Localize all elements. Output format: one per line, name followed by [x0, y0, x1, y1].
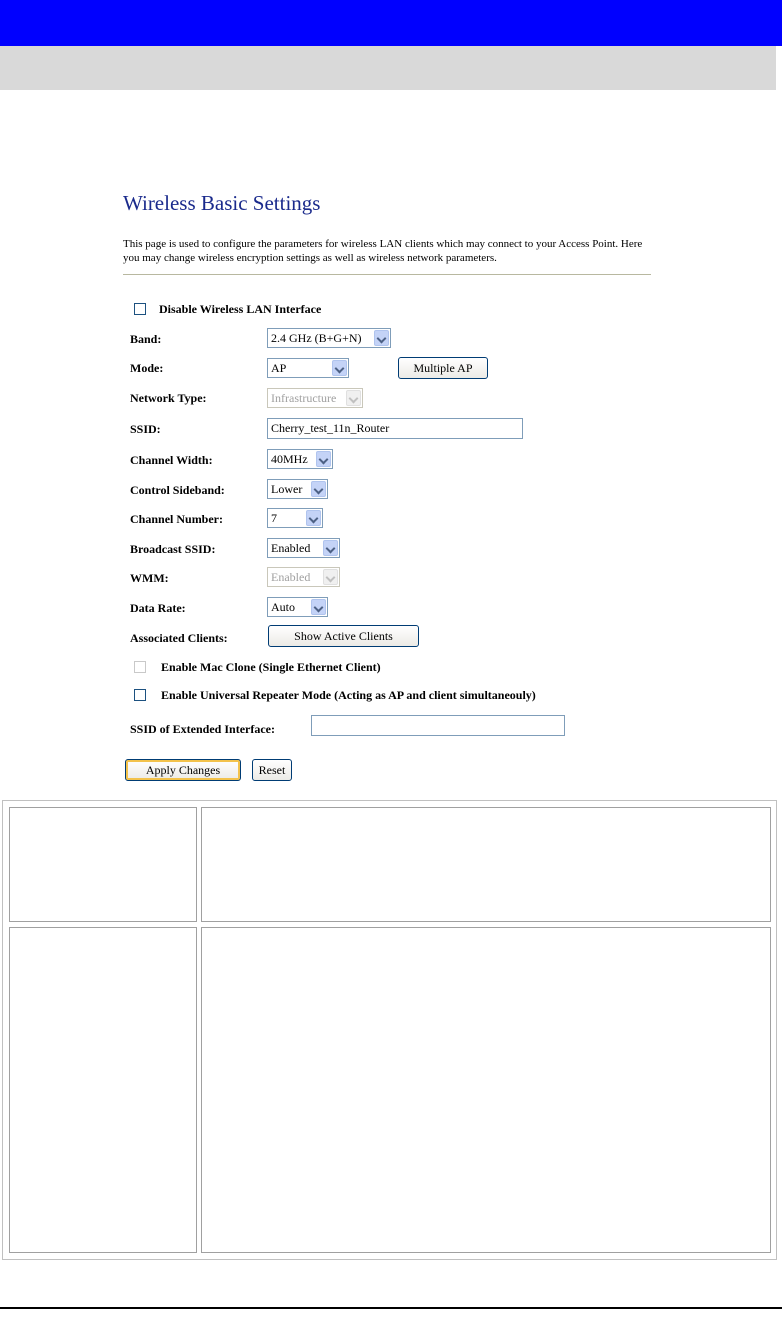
channel-number-select[interactable]	[267, 508, 323, 528]
banner-edge	[776, 46, 782, 90]
top-banner	[0, 0, 782, 46]
chevron-down-icon	[346, 390, 361, 406]
multiple-ap-button[interactable]: Multiple AP	[398, 357, 488, 379]
mode-label: Mode:	[130, 361, 164, 375]
chevron-down-icon	[311, 599, 326, 615]
show-active-clients-button[interactable]: Show Active Clients	[268, 625, 419, 647]
band-value: 2.4 GHz (B+G+N)	[271, 331, 362, 345]
chevron-down-icon	[374, 330, 389, 346]
wmm-select	[267, 567, 340, 587]
network-type-value: Infrastructure	[271, 391, 337, 405]
chevron-down-icon	[316, 451, 331, 467]
disable-wlan-label: Disable Wireless LAN Interface	[159, 302, 322, 316]
divider	[123, 274, 651, 275]
chevron-down-icon	[332, 360, 347, 376]
band-select[interactable]	[267, 328, 391, 348]
table-cell	[201, 927, 771, 1253]
channel-width-select[interactable]	[267, 449, 333, 469]
table-cell	[9, 807, 197, 922]
channel-width-value: 40MHz	[271, 452, 308, 466]
control-sideband-value: Lower	[271, 482, 303, 496]
ssid-extended-input[interactable]	[311, 715, 565, 736]
mode-select[interactable]	[267, 358, 349, 378]
channel-width-label: Channel Width:	[130, 453, 213, 467]
ssid-input[interactable]: Cherry_test_11n_Router	[267, 418, 523, 439]
broadcast-ssid-value: Enabled	[271, 541, 311, 555]
associated-clients-label: Associated Clients:	[130, 631, 228, 645]
universal-repeater-checkbox[interactable]	[134, 689, 146, 701]
apply-changes-button[interactable]: Apply Changes	[125, 759, 241, 781]
network-type-label: Network Type:	[130, 391, 207, 405]
page-title: Wireless Basic Settings	[123, 191, 321, 215]
description-table	[2, 800, 777, 1260]
control-sideband-select[interactable]	[267, 479, 328, 499]
mac-clone-checkbox[interactable]	[134, 661, 146, 673]
channel-number-label: Channel Number:	[130, 512, 224, 526]
universal-repeater-label: Enable Universal Repeater Mode (Acting as AP and client simultaneouly)	[161, 688, 536, 702]
broadcast-ssid-label: Broadcast SSID:	[130, 542, 216, 556]
table-cell	[9, 927, 197, 1253]
page-description: This page is used to configure the parameters for wireless LAN clients which may connect to your Access Point. Here you may change wireless encryption settings as well as wireless network parameters.	[123, 238, 643, 264]
mode-value: AP	[271, 361, 287, 375]
data-rate-value: Auto	[271, 600, 295, 614]
sub-banner	[0, 46, 776, 90]
wmm-label: WMM:	[130, 571, 169, 585]
broadcast-ssid-select[interactable]	[267, 538, 340, 558]
data-rate-select[interactable]	[267, 597, 328, 617]
data-rate-label: Data Rate:	[130, 601, 186, 615]
footer-line	[0, 1307, 782, 1309]
band-label: Band:	[130, 332, 162, 346]
wmm-value: Enabled	[271, 570, 311, 584]
network-type-select	[267, 388, 363, 408]
reset-button[interactable]: Reset	[252, 759, 292, 781]
mac-clone-label: Enable Mac Clone (Single Ethernet Client)	[161, 660, 381, 674]
ssid-label: SSID:	[130, 422, 161, 436]
disable-wlan-checkbox[interactable]	[134, 303, 146, 315]
ssid-extended-label: SSID of Extended Interface:	[130, 722, 275, 736]
chevron-down-icon	[311, 481, 326, 497]
table-cell	[201, 807, 771, 922]
chevron-down-icon	[323, 540, 338, 556]
control-sideband-label: Control Sideband:	[130, 483, 225, 497]
chevron-down-icon	[306, 510, 321, 526]
chevron-down-icon	[323, 569, 338, 585]
channel-number-value: 7	[271, 511, 277, 525]
